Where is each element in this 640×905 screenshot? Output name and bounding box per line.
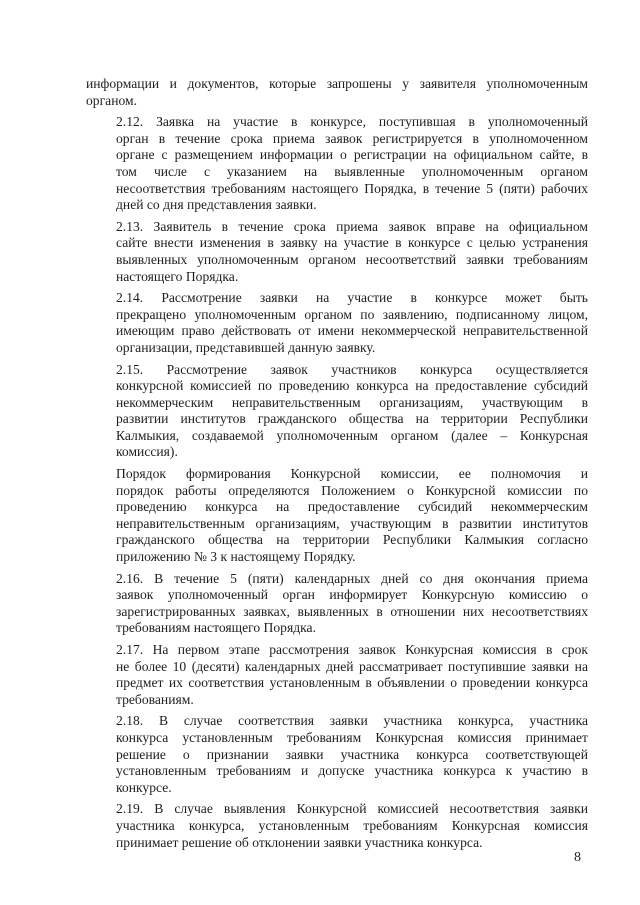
text-line: выявленных уполномоченным органом несоответствий заявки требованиям xyxy=(116,251,588,267)
text-line: гражданского общества на территории Республики Калмыкия согласно xyxy=(116,532,588,548)
text-line: несоответствия требованиям настоящего Порядка, в течение 5 (пяти) рабочих xyxy=(116,180,588,196)
paragraph-2-16 xyxy=(86,571,588,637)
paragraph-continuation xyxy=(86,76,588,109)
text-line: требованиям. xyxy=(116,691,194,707)
paragraph-2-12 xyxy=(86,114,588,214)
text-line: участника конкурса, установленным требованиям Конкурсная комиссия xyxy=(116,817,588,833)
text-line: требованиям настоящего Порядка. xyxy=(116,620,316,636)
text-line: конкурсной комиссией по проведению конкурса на предоставление субсидий xyxy=(116,378,588,394)
text-line: 2.19. В случае выявления Конкурсной комиссией несоответствия заявки xyxy=(116,801,588,817)
paragraph-2-15 xyxy=(86,362,588,462)
text-line: установленным требованиям и допуске участника конкурса к участию в xyxy=(116,763,588,779)
text-line: зарегистрированных заявках, выявленных в отношении них несоответствиях xyxy=(116,603,588,619)
text-line: прекращено уполномоченным органом по заявлению, подписанному лицом, xyxy=(116,306,588,322)
text-line: том числе с указанием на выявленные уполномоченным органом xyxy=(116,163,588,179)
text-line: развитии институтов гражданского общества на территории Республики xyxy=(116,411,588,427)
paragraph-2-13 xyxy=(86,219,588,285)
text-line: Калмыкия, создаваемой уполномоченным органом (далее – Конкурсная xyxy=(116,427,588,443)
text-line: 2.18. В случае соответствия заявки участника конкурса, участника xyxy=(116,713,588,729)
text-line: не более 10 (десяти) календарных дней рассматривает поступившие заявки на xyxy=(116,658,588,674)
text-line: сайте внести изменения в заявку на участие в конкурсе с целью устранения xyxy=(116,235,588,251)
text-line: орган в течение срока приема заявок регистрируется в уполномоченном xyxy=(116,130,588,146)
paragraph-2-19 xyxy=(86,801,588,851)
text-line: Порядок формирования Конкурсной комиссии, ее полномочия и xyxy=(116,466,588,482)
text-line: некоммерческим неправительственным организациям, участвующим в xyxy=(116,394,588,410)
text-line: 2.14. Рассмотрение заявки на участие в конкурсе может быть xyxy=(116,290,588,306)
text-line: информации и документов, которые запрошены у заявителя уполномоченным xyxy=(86,76,588,91)
paragraph-2-17 xyxy=(86,642,588,708)
text-line: 2.13. Заявитель в течение срока приема заявок вправе на официальном xyxy=(116,218,588,234)
text-line: органом. xyxy=(86,92,138,108)
text-line: порядок работы определяются Положением о Конкурсной комиссии по xyxy=(116,482,588,498)
text-line: организации, представившей данную заявку. xyxy=(116,339,376,355)
text-line: конкурсе. xyxy=(116,779,172,795)
text-line: заявок уполномоченный орган информирует Конкурсную комиссию о xyxy=(116,587,588,603)
text-line: неправительственным организациям, участвующим в развитии институтов xyxy=(116,515,588,531)
paragraph-commission-procedure xyxy=(86,466,588,566)
text-line: имеющим право действовать от имени некоммерческой неправительственной xyxy=(116,323,588,339)
text-line: 2.12. Заявка на участие в конкурсе, поступившая в уполномоченный xyxy=(116,114,588,130)
text-line: органе с размещением информации о регистрации на официальном сайте, в xyxy=(116,147,588,163)
text-line: приложению № 3 к настоящему Порядку. xyxy=(116,549,356,565)
text-line: комиссия). xyxy=(116,444,178,460)
document-body xyxy=(86,76,588,856)
text-line: 2.17. На первом этапе рассмотрения заявок Конкурсная комиссия в срок xyxy=(116,642,588,657)
text-line: предмет их соответствия установленным в объявлении о проведении конкурса xyxy=(116,675,588,691)
text-line: дней со дня представления заявки. xyxy=(116,197,317,213)
paragraph-2-14 xyxy=(86,290,588,356)
text-line: 2.15. Рассмотрение заявок участников конкурса осуществляется xyxy=(116,361,588,377)
page-number: 8 xyxy=(574,850,581,865)
text-line: конкурса установленным требованиям Конкурсная комиссия принимает xyxy=(116,729,588,745)
text-line: решение о признании заявки участника конкурса соответствующей xyxy=(116,746,588,762)
text-line: принимает решение об отклонении заявки участника конкурса. xyxy=(116,834,483,850)
paragraph-2-18 xyxy=(86,713,588,796)
text-line: 2.16. В течение 5 (пяти) календарных дней со дня окончания приема xyxy=(116,570,588,586)
text-line: проведению конкурса на предоставление субсидий некоммерческим xyxy=(116,499,588,515)
text-line: настоящего Порядка. xyxy=(116,268,239,284)
